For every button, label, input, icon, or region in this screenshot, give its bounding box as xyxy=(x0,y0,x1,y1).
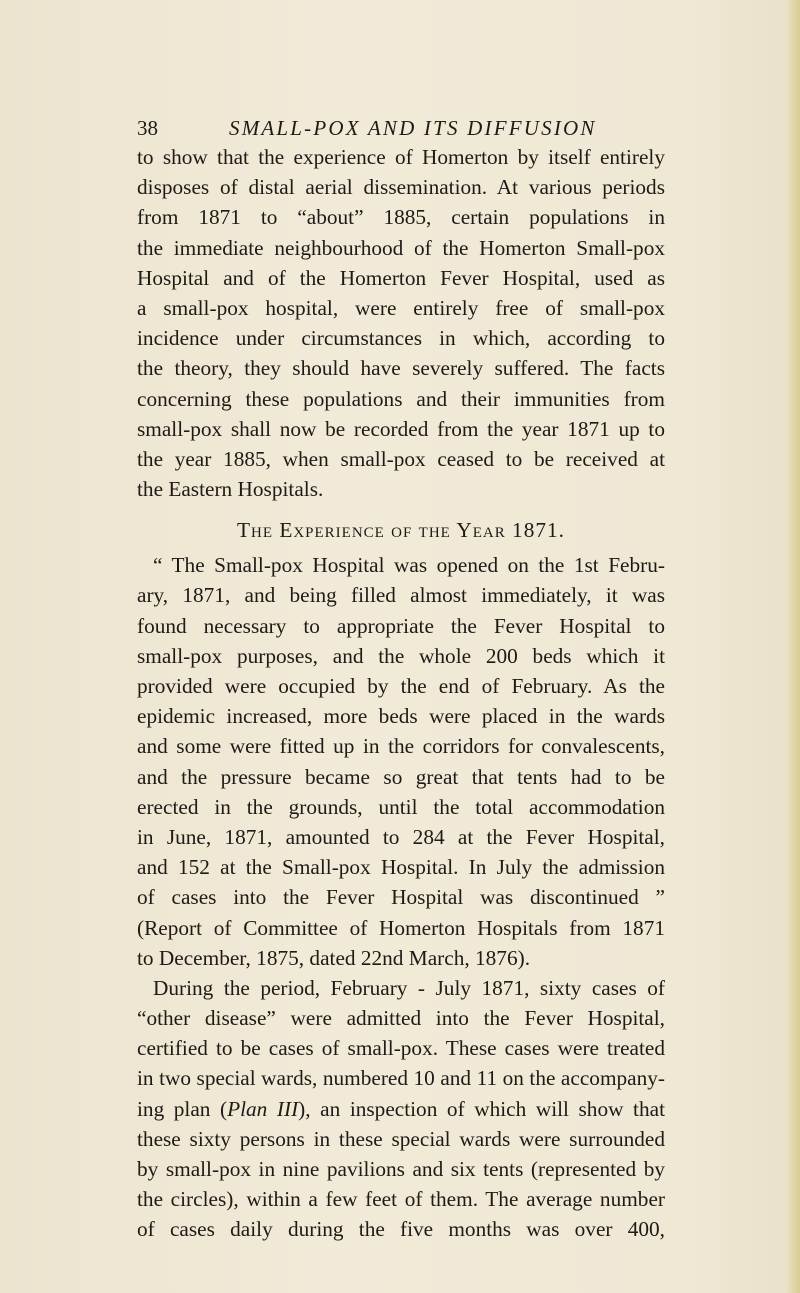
text-line: small-pox purposes, and the whole 200 beds which it xyxy=(137,643,665,668)
page-number: 38 xyxy=(137,116,158,140)
running-head: SMALL-POX AND ITS DIFFUSION xyxy=(229,116,597,140)
plan-text-after: ), an inspection of which will show that xyxy=(298,1096,665,1121)
text-line: the Eastern Hospitals. xyxy=(137,477,324,502)
text-line: small-pox shall now be recorded from the year 1871 up to xyxy=(137,416,665,441)
text-line: in June, 1871, amounted to 284 at the Fever Hospital, xyxy=(137,824,665,849)
text-line: to show that the experience of Homerton by itself entirely xyxy=(137,145,665,169)
text-line: and some were fitted up in the corridors for convalescents, xyxy=(137,734,665,759)
text-line: found necessary to appropriate the Fever Hospital to xyxy=(137,613,665,638)
text-line: the immediate neighbourhood of the Homerton Small-pox xyxy=(137,235,665,260)
text-line: “other disease” were admitted into the Fever Hospital, xyxy=(137,1006,665,1031)
text-line: ary, 1871, and being filled almost immediately, it was xyxy=(137,583,665,608)
text-line: by small-pox in nine pavilions and six tents (represented by xyxy=(137,1157,665,1181)
body-text xyxy=(137,142,665,1245)
text-line: certified to be cases of small-pox. These cases were treated xyxy=(137,1036,665,1061)
text-line: the year 1885, when small-pox ceased to be received at xyxy=(137,446,665,471)
text-line: (Report of Committee of Homerton Hospitals from 1871 xyxy=(137,915,665,940)
text-line: of cases daily during the five months was over 400, xyxy=(137,1217,665,1242)
plan-reference: Plan III xyxy=(227,1096,299,1121)
text-line xyxy=(137,1094,665,1124)
text-line: epidemic increased, more beds were placed in the wards xyxy=(137,704,665,729)
page-edge-shadow xyxy=(786,0,800,1293)
text-line: erected in the grounds, until the total accommodation xyxy=(137,794,665,819)
text-line: incidence under circumstances in which, according to xyxy=(137,326,665,351)
text-line: these sixty persons in these special wards were surrounded xyxy=(137,1126,665,1151)
text-line: the circles), within a few feet of them. The average number xyxy=(137,1187,665,1212)
text-line: of cases into the Fever Hospital was discontinued ” xyxy=(137,885,665,910)
text-line: provided were occupied by the end of February. As the xyxy=(137,674,665,698)
text-line: “ The Small-pox Hospital was opened on the 1st Febru- xyxy=(153,553,665,578)
text-line: from 1871 to “about” 1885, certain populations in xyxy=(137,205,665,230)
text-line: and the pressure became so great that tents had to be xyxy=(137,764,665,789)
text-line: concerning these populations and their immunities from xyxy=(137,386,665,411)
text-line: During the period, February - July 1871, sixty cases of xyxy=(153,975,665,1000)
section-heading: The Experience of the Year 1871. xyxy=(237,518,565,543)
plan-text-before: ing plan ( xyxy=(137,1096,228,1121)
text-line: disposes of distal aerial dissemination. At various periods xyxy=(137,175,665,200)
text-line: in two special wards, numbered 10 and 11 on the accompany- xyxy=(137,1066,665,1091)
text-line: a small-pox hospital, were entirely free of small-pox xyxy=(137,295,665,320)
text-line: Hospital and of the Homerton Fever Hospital, used as xyxy=(137,265,665,290)
text-line: and 152 at the Small-pox Hospital. In July the admission xyxy=(137,855,665,880)
text-line: to December, 1875, dated 22nd March, 1876). xyxy=(137,945,531,970)
text-line: the theory, they should have severely suffered. The facts xyxy=(137,356,665,381)
